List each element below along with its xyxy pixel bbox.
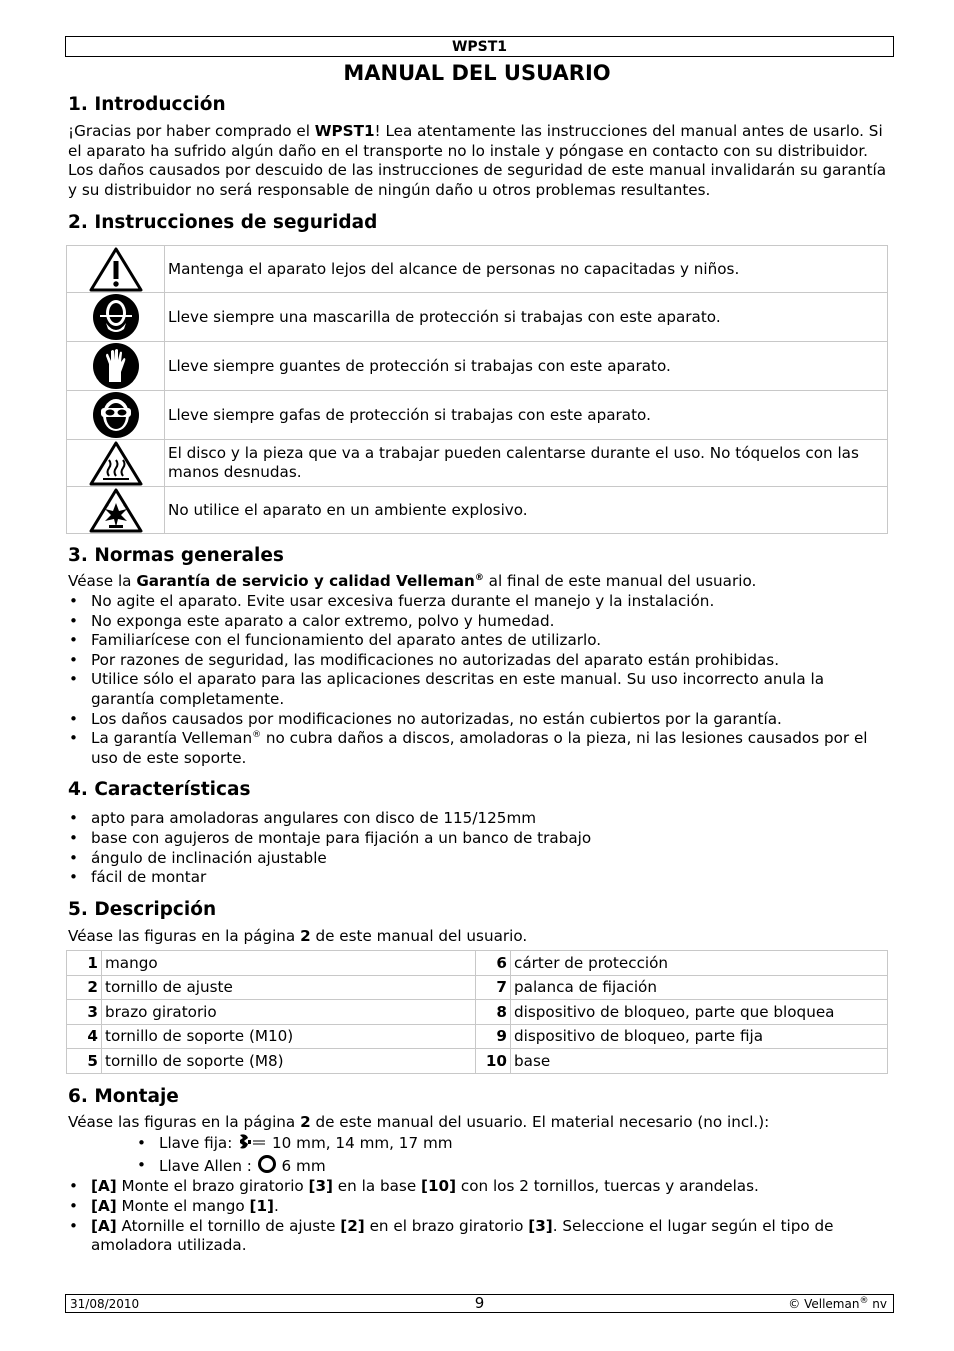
assembly-intro-b: de este manual del usuario. El material necesario (no incl.): [310, 1112, 770, 1131]
list-item: • Familiarícese con el funcionamiento del aparato antes de utilizarlo. [68, 631, 888, 651]
part-ref: [3] [528, 1216, 553, 1235]
list-item [68, 1217, 888, 1256]
safety-row [67, 487, 888, 534]
registered-mark: ® [859, 1296, 869, 1306]
part-number: 6 [476, 951, 511, 976]
footer-copyright [788, 1295, 887, 1313]
figure-ref: [A] [91, 1216, 117, 1235]
safety-row [67, 391, 888, 440]
safety-text: Lleve siempre gafas de protección si trabajas con este aparato. [165, 391, 888, 440]
part-number: 3 [67, 1000, 102, 1025]
allen-key-icon [257, 1154, 277, 1174]
assembly-intro [68, 1113, 888, 1133]
part-ref: [1] [249, 1196, 274, 1215]
step-text: Monte el mango [116, 1196, 250, 1215]
table-row [67, 1024, 888, 1049]
warning-triangle-icon [89, 246, 143, 292]
step-text: . [273, 1196, 279, 1215]
part-name: tornillo de soporte (M10) [102, 1024, 476, 1049]
page-title: MANUAL DEL USUARIO [343, 61, 611, 85]
assembly-steps [68, 1177, 888, 1255]
protective-gloves-icon [92, 342, 140, 390]
part-number: 2 [67, 975, 102, 1000]
safety-table [66, 245, 888, 534]
part-ref: [2] [340, 1216, 365, 1235]
footer-date: 31/08/2010 [70, 1297, 140, 1311]
table-row [67, 975, 888, 1000]
list-item [68, 729, 888, 768]
list-item-text-b: no cubra daños a discos, amoladoras o la pieza, ni las lesiones causados por el uso de este soporte. [91, 729, 868, 767]
assembly-intro-a: Véase las figuras en la página [68, 1112, 301, 1131]
description-intro-a: Véase las figuras en la página [68, 926, 301, 945]
intro-text-b: ! Lea atentamente las instrucciones del manual antes de usarlo. Si el aparato ha sufrido algún daño en el transporte no lo instale y póngase en contacto con su distribuidor. Los daños causados por descuido de las instrucciones de seguridad de este manual invalidarán su garantía y su distribuidor no será responsable de ningún daño u otros problemas resultantes. [68, 122, 887, 199]
safety-text: No utilice el aparato en un ambiente explosivo. [165, 487, 888, 534]
copyright-suffix: nv [868, 1297, 887, 1311]
list-item: • base con agujeros de montaje para fijación a un banco de trabajo [68, 829, 888, 849]
assembly-heading: 6. Montaje [68, 1085, 179, 1107]
list-item: • Los daños causados por modificaciones no autorizadas, no están cubiertos por la garantía. [68, 710, 888, 730]
part-ref: [10] [421, 1177, 457, 1196]
part-name: mango [102, 951, 476, 976]
description-intro [68, 927, 888, 947]
part-name: tornillo de ajuste [102, 975, 476, 1000]
part-number: 10 [476, 1049, 511, 1074]
list-item: • apto para amoladoras angulares con disco de 115/125mm [68, 809, 888, 829]
part-number: 9 [476, 1024, 511, 1049]
safety-goggles-icon [92, 391, 140, 439]
list-item [68, 1177, 888, 1197]
tool-label: Llave Allen : [159, 1157, 257, 1176]
general-intro-b: al final de este manual del usuario. [483, 572, 757, 591]
tool-size: 6 mm [276, 1157, 326, 1176]
list-item: • Utilice sólo el aparato para las aplicaciones descritas en este manual. Su uso incorrecto anula la garantía completamente. [68, 670, 888, 709]
list-item: • Por razones de seguridad, las modificaciones no autorizadas del aparato están prohibidas. [68, 651, 888, 671]
page-footer [65, 1294, 894, 1313]
table-row [67, 1000, 888, 1025]
safety-row [67, 342, 888, 391]
tools-list [68, 1132, 888, 1177]
part-number: 7 [476, 975, 511, 1000]
page-ref: 2 [300, 926, 311, 945]
general-intro [68, 572, 888, 592]
tool-label: Llave fija: [159, 1134, 238, 1153]
open-wrench-icon [237, 1133, 267, 1151]
part-name: palanca de fijación [511, 975, 888, 1000]
part-name: cárter de protección [511, 951, 888, 976]
step-text: Monte el brazo giratorio [116, 1177, 309, 1196]
step-text: en la base [332, 1177, 421, 1196]
step-text: con los 2 tornillos, tuercas y arandelas. [456, 1177, 759, 1196]
copyright-text: © Velleman [788, 1297, 860, 1311]
figure-ref: [A] [91, 1177, 117, 1196]
part-ref: [3] [308, 1177, 333, 1196]
step-text: Atornille el tornillo de ajuste [116, 1216, 341, 1235]
part-number: 8 [476, 1000, 511, 1025]
intro-model: WPST1 [314, 122, 375, 140]
general-intro-a: Véase la [68, 572, 137, 591]
safety-text: Lleve siempre una mascarilla de protección si trabajas con este aparato. [165, 293, 888, 342]
dust-mask-icon [92, 293, 140, 341]
intro-text-a: ¡Gracias por haber comprado el [68, 122, 315, 140]
intro-heading: 1. Introducción [68, 94, 226, 115]
list-item: • ángulo de inclinación ajustable [68, 849, 888, 869]
safety-heading: 2. Instrucciones de seguridad [68, 212, 378, 234]
general-heading: 3. Normas generales [68, 545, 284, 567]
description-heading: 5. Descripción [68, 898, 217, 920]
safety-row [67, 246, 888, 293]
list-item [136, 1132, 888, 1154]
part-name: base [511, 1049, 888, 1074]
features-heading: 4. Características [68, 779, 251, 801]
list-item [68, 1197, 888, 1217]
list-item: • No agite el aparato. Evite usar excesiva fuerza durante el manejo y la instalación. [68, 592, 888, 612]
safety-text: Mantenga el aparato lejos del alcance de personas no capacitadas y niños. [165, 246, 888, 293]
general-list [68, 592, 888, 768]
part-name: brazo giratorio [102, 1000, 476, 1025]
part-number: 5 [67, 1049, 102, 1074]
part-name: dispositivo de bloqueo, parte que bloquea [511, 1000, 888, 1025]
description-intro-b: de este manual del usuario. [310, 926, 528, 945]
warranty-title-text: Garantía de servicio y calidad Velleman [136, 572, 475, 591]
list-item: • fácil de montar [68, 868, 888, 888]
list-item [136, 1154, 888, 1177]
features-list [68, 809, 888, 887]
table-row [67, 951, 888, 976]
explosive-icon [89, 487, 143, 533]
list-item-text-a: La garantía Velleman [91, 729, 253, 748]
warranty-title [136, 572, 484, 590]
page-number: 9 [474, 1294, 485, 1312]
list-item: • No exponga este aparato a calor extremo, polvo y humedad. [68, 612, 888, 632]
part-number: 1 [67, 951, 102, 976]
tool-size: 10 mm, 14 mm, 17 mm [267, 1134, 453, 1153]
safety-text: El disco y la pieza que va a trabajar pueden calentarse durante el uso. No tóquelos con las manos desnudas. [165, 440, 888, 487]
hot-surface-icon [89, 440, 143, 486]
table-row [67, 1049, 888, 1074]
registered-mark: ® [252, 730, 262, 741]
registered-mark: ® [474, 573, 484, 584]
safety-row [67, 293, 888, 342]
figure-ref: [A] [91, 1196, 117, 1215]
safety-text: Lleve siempre guantes de protección si trabajas con este aparato. [165, 342, 888, 391]
step-text: en el brazo giratorio [364, 1216, 529, 1235]
intro-paragraph [68, 122, 888, 200]
page-ref: 2 [300, 1112, 311, 1131]
parts-table [66, 950, 888, 1074]
part-number: 4 [67, 1024, 102, 1049]
safety-row [67, 440, 888, 487]
step-text: . Seleccione el lugar según el tipo de amoladora utilizada. [91, 1216, 834, 1255]
header-model: WPST1 [65, 36, 894, 57]
document-body [68, 92, 888, 1256]
part-name: tornillo de soporte (M8) [102, 1049, 476, 1074]
part-name: dispositivo de bloqueo, parte fija [511, 1024, 888, 1049]
